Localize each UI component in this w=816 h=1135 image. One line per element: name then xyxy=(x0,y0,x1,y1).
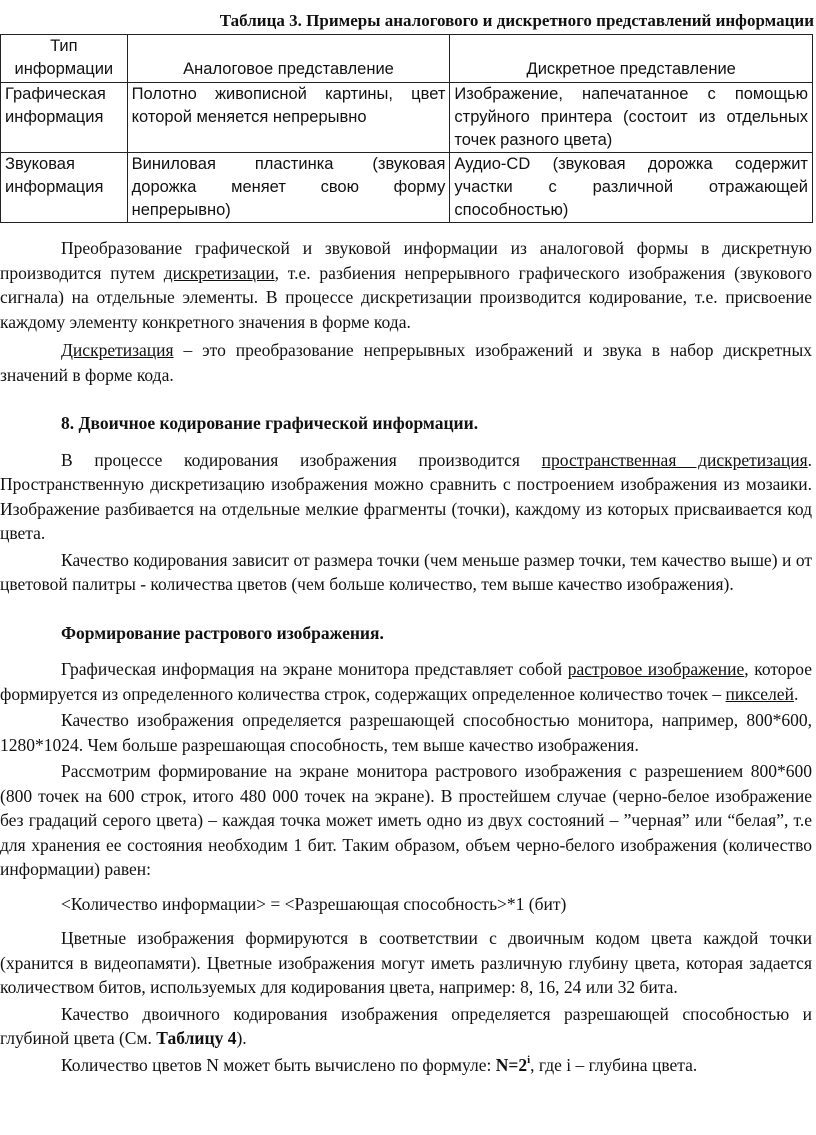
table-cell: Изображение, напечатанное с помощью струйного принтера (состоит из отдельных точек разного цвета) xyxy=(450,83,813,153)
paragraph: Рассмотрим формирование на экране монитора растрового изображения с разрешением 800*600 (800 точек на 600 строк, итого 480 000 точек на экране). В простейшем случае (черно-белое изображение без градаций серого цвета) – каждая точка может иметь одно из двух состояний – ”черная” или “белая”, т.е для хранения ее состояния необходим 1 бит. Таким образом, объем черно-белого изображения (количество информации) равен: xyxy=(0,761,812,879)
info-representation-table xyxy=(0,34,813,223)
table-row xyxy=(1,83,813,153)
table-cell: Полотно живописной картины, цвет которой меняется непрерывно xyxy=(127,83,450,153)
paragraph: Графическая информация на экране монитора представляет собой растровое изображение, которое формируется из определенного количества строк, содержащих определенное количество точек – пикселей. xyxy=(0,659,813,704)
body-text xyxy=(0,236,812,1077)
table-header-cell: Дискретное представление xyxy=(450,35,813,83)
term-discretization-definition: Дискретизация xyxy=(61,340,174,360)
paragraph: Преобразование графической и звуковой информации из аналоговой формы в дискретную производится путем дискретизации, т.е. разбиения непрерывного графического изображения (звукового сигнала) на отдельные элементы. В процессе дискретизации производится кодирование, т.е. присвоение каждому элементу конкретного значения в форме кода. xyxy=(0,238,812,332)
paragraph: Качество кодирования зависит от размера точки (чем меньше размер точки, тем качество выше) и от цветовой палитры - количества цветов (чем больше количество, тем выше качество изображения). xyxy=(0,549,812,594)
paragraph: Качество изображения определяется разрешающей способностью монитора, например, 800*600, 1280*1024. Чем больше разрешающая способность, тем выше качество изображения. xyxy=(0,710,812,755)
paragraph: Дискретизация – это преобразование непрерывных изображений и звука в набор дискретных значений в форме кода. xyxy=(0,340,812,385)
paragraph: Качество двоичного кодирования изображения определяется разрешающей способностью и глубиной цвета (См. Таблицу 4). xyxy=(0,1003,812,1048)
paragraph: Цветные изображения формируются в соответствии с двоичным кодом цвета каждой точки (хранится в видеопамяти). Цветные изображения могут иметь различную глубину цвета, которая задается количеством битов, используемых для кодирования цвета, например: 8, 16, 24 или 32 бита. xyxy=(0,928,812,997)
table-caption: Таблица 3. Примеры аналогового и дискретного представлений информации xyxy=(219,11,814,30)
table-cell: Графическая информация xyxy=(1,83,128,153)
paragraph: В процессе кодирования изображения производится пространственная дискретизация. Пространственную дискретизацию изображения можно сравнить с построением изображения из мозаики. Изображение разбивается на отдельные мелкие фрагменты (точки), каждому из которых присваивается код цвета. xyxy=(0,449,812,543)
term-raster-image: растровое изображение xyxy=(567,659,745,679)
table-header-cell: Аналоговое представление xyxy=(127,35,450,83)
section-heading: Формирование растрового изображения. xyxy=(61,622,384,643)
term-discretization: дискретизации xyxy=(163,262,275,283)
table-reference: Таблицу 4 xyxy=(156,1028,237,1048)
table-cell: Звуковая информация xyxy=(1,153,128,223)
table-row xyxy=(1,153,813,223)
term-pixels: пикселей xyxy=(725,683,794,704)
color-count-formula: $N=2^i$ xyxy=(495,1053,531,1075)
paragraph: Количество цветов N может быть вычислено по формуле: $N=2^i$, где i – глубина цвета. xyxy=(61,1053,698,1075)
section-heading: 8. Двоичное кодирование графической информации. xyxy=(61,413,479,433)
table-header-cell: Тип информации xyxy=(1,35,128,83)
formula-line: <Количество информации> = <Разрешающая способность>*1 (бит) xyxy=(61,893,567,914)
table-cell: Аудио-CD (звуковая дорожка содержит участки с различной отражающей способностью) xyxy=(450,153,813,223)
term-spatial-discretization: пространственная дискретизация xyxy=(541,449,808,470)
table-header-row xyxy=(1,35,813,83)
table-cell: Виниловая пластинка (звуковая дорожка меняет свою форму непрерывно) xyxy=(127,153,450,223)
